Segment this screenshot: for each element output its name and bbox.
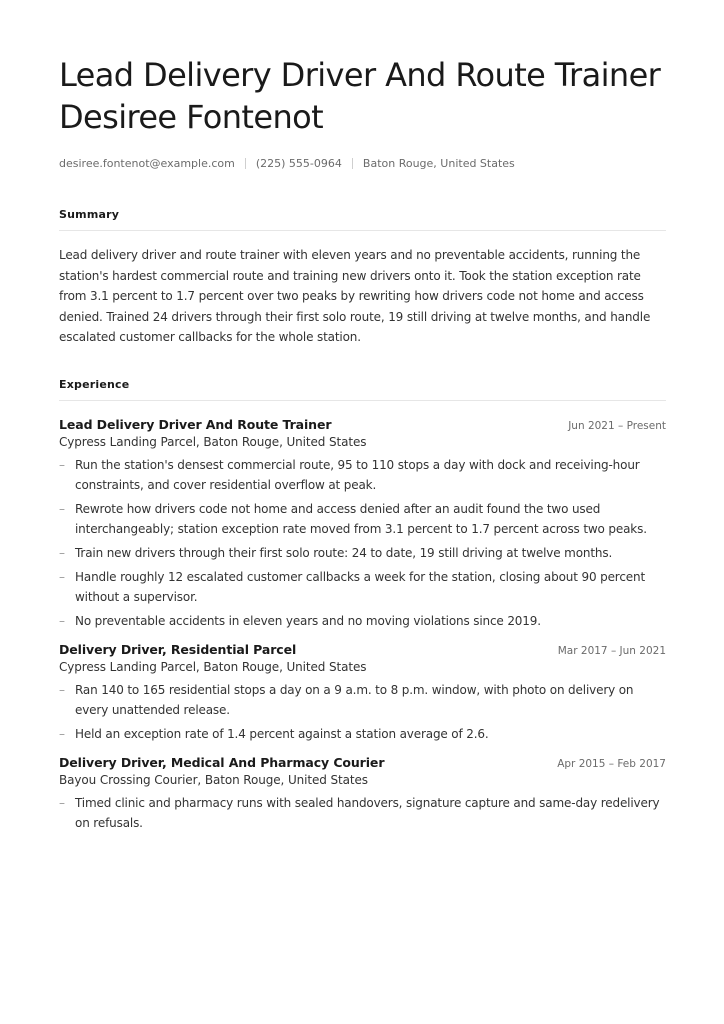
resume-page xyxy=(59,54,666,837)
job-dates: Mar 2017 – Jun 2021 xyxy=(557,644,666,657)
bullet-item xyxy=(59,611,666,631)
bullet-item xyxy=(59,724,666,744)
job-company: Bayou Crossing Courier, Baton Rouge, United States xyxy=(59,772,368,787)
bullet-dash: – xyxy=(59,726,65,741)
summary-section xyxy=(59,208,666,348)
job-entry xyxy=(59,755,666,833)
bullet-text: Timed clinic and pharmacy runs with sealed handovers, signature capture and same-day redelivery on refusals. xyxy=(75,795,660,830)
bullet-item xyxy=(59,680,666,720)
bullet-text: Run the station's densest commercial route, 95 to 110 stops a day with dock and receiving-hour constraints, and cover residential overflow at peak. xyxy=(75,457,640,492)
job-title: Lead Delivery Driver And Route Trainer xyxy=(59,416,332,432)
job-bullets xyxy=(59,793,666,833)
bullet-item xyxy=(59,455,666,495)
contact-divider xyxy=(245,158,246,169)
bullet-dash: – xyxy=(59,795,65,810)
bullet-dash: – xyxy=(59,501,65,516)
bullet-dash: – xyxy=(59,545,65,560)
job-company: Cypress Landing Parcel, Baton Rouge, United States xyxy=(59,434,367,449)
job-company: Cypress Landing Parcel, Baton Rouge, United States xyxy=(59,659,367,674)
bullet-text: Ran 140 to 165 residential stops a day on a 9 a.m. to 8 p.m. window, with photo on delivery on every unattended release. xyxy=(75,682,634,717)
bullet-text: Handle roughly 12 escalated customer callbacks a week for the station, closing about 90 percent without a supervisor. xyxy=(75,569,646,604)
job-title: Delivery Driver, Residential Parcel xyxy=(59,641,297,657)
contact-line xyxy=(59,155,666,171)
experience-section xyxy=(59,378,666,833)
job-dates: Jun 2021 – Present xyxy=(568,419,666,432)
bullet-item xyxy=(59,543,666,563)
job-header xyxy=(59,642,666,657)
job-bullets xyxy=(59,680,666,744)
experience-heading: Experience xyxy=(59,378,666,401)
job-bullets xyxy=(59,455,666,631)
bullet-dash: – xyxy=(59,613,65,628)
job-entry xyxy=(59,417,666,631)
bullet-text: No preventable accidents in eleven years and no moving violations since 2019. xyxy=(75,613,541,628)
bullet-dash: – xyxy=(59,457,65,472)
summary-heading: Summary xyxy=(59,208,666,231)
bullet-text: Rewrote how drivers code not home and access denied after an audit found the two used interchangeably; station exception rate moved from 3.1 percent to 1.7 percent across two peaks. xyxy=(75,501,647,536)
job-entry xyxy=(59,642,666,744)
bullet-item xyxy=(59,793,666,833)
email-link[interactable]: desiree.fontenot@example.com xyxy=(59,156,235,170)
bullet-dash: – xyxy=(59,682,65,697)
phone-text: (225) 555-0964 xyxy=(255,156,342,170)
job-header xyxy=(59,755,666,770)
contact-divider xyxy=(352,158,353,169)
bullet-item xyxy=(59,499,666,539)
job-header xyxy=(59,417,666,432)
job-title: Delivery Driver, Medical And Pharmacy Courier xyxy=(59,754,385,770)
bullet-dash: – xyxy=(59,569,65,584)
summary-text: Lead delivery driver and route trainer with eleven years and no preventable accidents, running the station's hardest commercial route and training new drivers onto it. Took the station exception rate from 3.1 percent to 1.7 percent over two peaks by rewriting how drivers code not home and access denied. Trained 24 drivers through their first solo route, 19 still driving at twelve months, and handle escalated customer callbacks for the whole station. xyxy=(59,248,651,344)
job-dates: Apr 2015 – Feb 2017 xyxy=(557,757,666,770)
bullet-text: Held an exception rate of 1.4 percent against a station average of 2.6. xyxy=(75,726,489,741)
bullet-item xyxy=(59,567,666,607)
location-text: Baton Rouge, United States xyxy=(362,156,515,170)
bullet-text: Train new drivers through their first solo route: 24 to date, 19 still driving at twelve months. xyxy=(75,545,613,560)
resume-name: Lead Delivery Driver And Route Trainer Desiree Fontenot xyxy=(59,56,661,136)
